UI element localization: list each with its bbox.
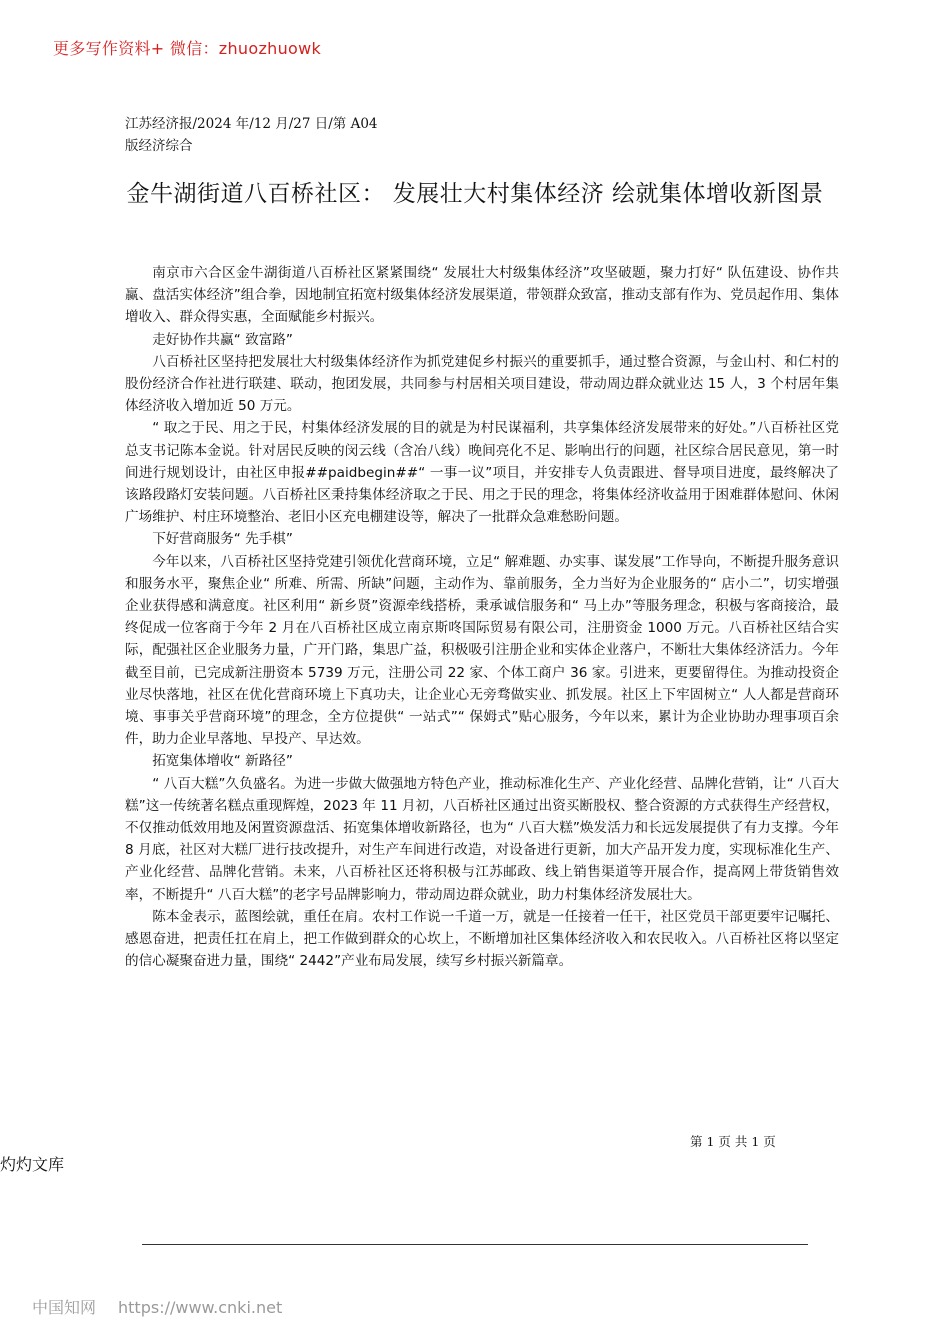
paragraph: 今年以来，八百桥社区坚持党建引领优化营商环境，立足“ 解难题、办实事、谋发展”工作导向，不断提升服务意识和服务水平，聚焦企业“ 所难、所需、所缺”问题，主动作为、靠前服务，全力当好为企业服务的“ 店小二”，切实增强企业获得感和满意度。社区利用“ 新乡贤”资源牵线搭桥，秉承诚信服务和“ 马上办”等服务理念，积极与客商接洽，最终促成一位客商于今年 2 月在八百桥社区成立南京斯咚国际贸易有限公司，注册资金 1000 万元。八百桥社区结合实际，配强社区企业服务力量，广开门路，集思广益，积极吸引注册企业和实体企业落户，不断壮大集体经济活力。今年截至目前，已完成新注册资本 5739 万元，注册公司 22 家、个体工商户 36 家。引进来，更要留得住。为推动投资企业尽快落地，社区在优化营商环境上下真功夫，让企业心无旁骛做实业、抓发展。社区上下牢固树立“ 人人都是营商环境、事事关乎营商环境”的理念，全方位提供“ 一站式”“ 保姆式”贴心服务，今年以来，累计为企业协助办理事项百余件，助力企业早落地、早投产、早达效。 <box>125 553 839 748</box>
promo-banner: 更多写作资料+ 微信：zhuozhuowk <box>53 39 322 58</box>
subheading-2: 下好营商服务“ 先手棋” <box>152 531 293 548</box>
cnki-url[interactable]: https://www.cnki.net <box>118 1298 283 1317</box>
article-body <box>125 262 839 973</box>
library-watermark: 灼灼文库 <box>0 1155 65 1174</box>
article-title: 金牛湖街道八百桥社区： 发展壮大村集体经济 绘就集体增收新图景 <box>126 181 824 207</box>
paragraph: “ 八百大糕”久负盛名。为进一步做大做强地方特色产业，推动标准化生产、产业化经营、品牌化营销，让“ 八百大糕”这一传统著名糕点重现辉煌，2023 年 11 月初，八百桥社区通过出资买断股权、整合资源的方式获得生产经营权，不仅推动低效用地及闲置资源盘活、拓宽集体增收新路径，也为“ 八百大糕”焕发活力和长远发展提供了有力支撑。今年 8 月底，社区对大糕厂进行技改提升，对生产车间进行改造，对设备进行更新，加大产品开发力度，实现标准化生产、产业化经营、品牌化营销。未来，八百桥社区还将积极与江苏邮政、线上销售渠道等开展合作，提高网上带货销售效率，不断提升“ 八百大糕”的老字号品牌影响力，带动周边群众就业，助力村集体经济发展壮大。 <box>125 775 839 903</box>
paragraph-intro: 南京市六合区金牛湖街道八百桥社区紧紧围绕“ 发展壮大村级集体经济”攻坚破题，聚力打好“ 队伍建设、协作共赢、盘活实体经济”组合拳，因地制宜拓宽村级集体经济发展渠道，带领群众致富，推动支部有作为、党员起作用、集体增收入、群众得实惠，全面赋能乡村振兴。 <box>125 265 839 326</box>
source-line-1: 江苏经济报/2024 年/12 月/27 日/第 A04 <box>125 116 378 132</box>
paragraph-closing: 陈本金表示，蓝图绘就，重任在肩。农村工作说一千道一万，就是一任接着一任干，社区党员干部更要牢记嘱托、感恩奋进，把责任扛在肩上，把工作做到群众的心坎上，不断增加社区集体经济收入和农民收入。八百桥社区将以坚定的信心凝聚奋进力量，围绕“ 2442”产业布局发展，续写乡村振兴新篇章。 <box>125 908 839 970</box>
source-info <box>125 113 425 157</box>
page-number: 第 1 页 共 1 页 <box>690 1134 776 1149</box>
source-line-2: 版经济综合 <box>125 138 193 154</box>
subheading-1: 走好协作共赢“ 致富路” <box>152 331 293 348</box>
paragraph: “ 取之于民、用之于民，村集体经济发展的目的就是为村民谋福利，共享集体经济发展带来的好处。”八百桥社区党总支书记陈本金说。针对居民反映的闵云线（含冶八线）晚间亮化不足、影响出行的问题，社区综合居民意见，第一时间进行规划设计，由社区申报##paidbegin##“ 一事一议”项目，并安排专人负责跟进、督导项目进度，最终解决了该路段路灯安装问题。八百桥社区秉持集体经济取之于民、用之于民的理念，将集体经济收益用于困难群体慰问、休闲广场维护、村庄环境整治、老旧小区充电棚建设等，解决了一批群众急难愁盼问题。 <box>125 420 839 526</box>
footer-divider <box>142 1244 808 1245</box>
cnki-site-name: 中国知网 <box>32 1298 97 1317</box>
cnki-footer <box>32 1295 282 1318</box>
subheading-3: 拓宽集体增收“ 新路径” <box>152 753 293 770</box>
paragraph: 八百桥社区坚持把发展壮大村级集体经济作为抓党建促乡村振兴的重要抓手，通过整合资源，与金山村、和仁村的股份经济合作社进行联建、联动，抱团发展，共同参与村居相关项目建设，带动周边群众就业达 15 人，3 个村居年集体经济收入增加近 50 万元。 <box>125 353 839 415</box>
